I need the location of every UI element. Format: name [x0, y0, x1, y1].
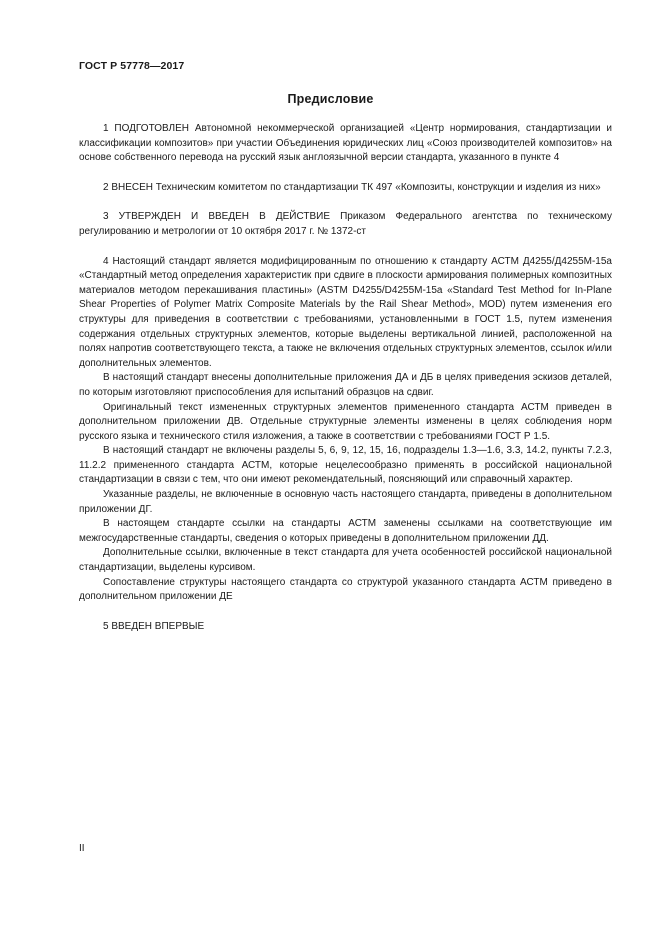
paragraph-introduced: 2 ВНЕСЕН Техническим комитетом по стандартизации ТК 497 «Композиты, конструкции и изделия из них» — [103, 181, 601, 193]
paragraph-annexes-da-db: В настоящий стандарт внесены дополнительные приложения ДА и ДБ в целях приведения эскизов деталей, по которым изготовляют приспособления для испытаний образцов на сдвиг. — [79, 372, 612, 398]
paragraph-approved: 3 УТВЕРЖДЕН И ВВЕДЕН В ДЕЙСТВИЕ Приказом Федерального агентства по техническому регулированию и метрологии от 10 октября 2017 г. № 1372-ст — [79, 211, 612, 237]
foreword-body — [79, 122, 612, 634]
paragraph-excluded-sections: В настоящий стандарт не включены разделы 5, 6, 9, 12, 15, 16, подразделы 1.3—1.6, 3.3, 14.2, пункты 7.2.3, 11.2.2 примененного стандарта АСТМ, которые нецелесообразно применять в российской национальной стандартизации в связи с тем, что они имеют рекомендательный, поясняющий или справочный характер. — [79, 445, 612, 486]
paragraph-annex-dv: Оригинальный текст измененных структурных элементов примененного стандарта АСТМ приведен в дополнительном приложении ДВ. Отдельные структурные элементы изменены в целях соблюдения норм русского языка и технического стиля изложения, а также в соответствии с требованиями ГОСТ Р 1.5. — [79, 401, 612, 442]
paragraph-italic-references: Дополнительные ссылки, включенные в текст стандарта для учета особенностей российской национальной стандартизации, выделены курсивом. — [79, 547, 612, 574]
paragraph-annex-dg: Указанные разделы, не включенные в основную часть настоящего стандарта, приведены в дополнительном приложении ДГ. — [79, 489, 612, 515]
paragraph-annex-de: Сопоставление структуры настоящего стандарта со структурой указанного стандарта АСТМ приведено в дополнительном приложении ДЕ — [79, 576, 612, 603]
paragraph-prepared: 1 ПОДГОТОВЛЕН Автономной некоммерческой организацией «Центр нормирования, стандартизации и классификации композитов» при участии Объединения юридических лиц «Союз производителей композитов» на основе собственного перевода на русский язык англоязычной версии стандарта, указанного в пункте 4 — [79, 123, 612, 164]
document-code: ГОСТ Р 57778—2017 — [79, 60, 185, 72]
paragraph-annex-dd: В настоящем стандарте ссылки на стандарты АСТМ заменены ссылками на соответствующие им межгосударственные стандарты, сведения о которых приведены в дополнительном приложении ДД. — [79, 518, 612, 544]
paragraph-modified: 4 Настоящий стандарт является модифицированным по отношению к стандарту АСТМ Д4255/Д4255М-15а «Стандартный метод определения характеристик при сдвиге в плоскости армирования полимерных композитных материалов методом перекашивания пластины» (ASTM D4255/D4255M-15a «Standard Test Method for In-Plane Shear Properties of Polymer Matrix Composite Materials by the Rail Shear Method», MOD) путем изменения его структуры для приведения в соответствии с требованиями, установленными в ГОСТ 1.5, путем изменения содержания отдельных структурных элементов, которые выделены вертикальной линией, расположенной на полях напротив соответствующего текста, а также не включения отдельных структурных элементов, ссылок и/или дополнительных элементов. — [79, 255, 612, 369]
paragraph-first-introduced: 5 ВВЕДЕН ВПЕРВЫЕ — [103, 620, 205, 632]
page-number: II — [79, 843, 85, 854]
page-title: Предисловие — [287, 92, 374, 106]
